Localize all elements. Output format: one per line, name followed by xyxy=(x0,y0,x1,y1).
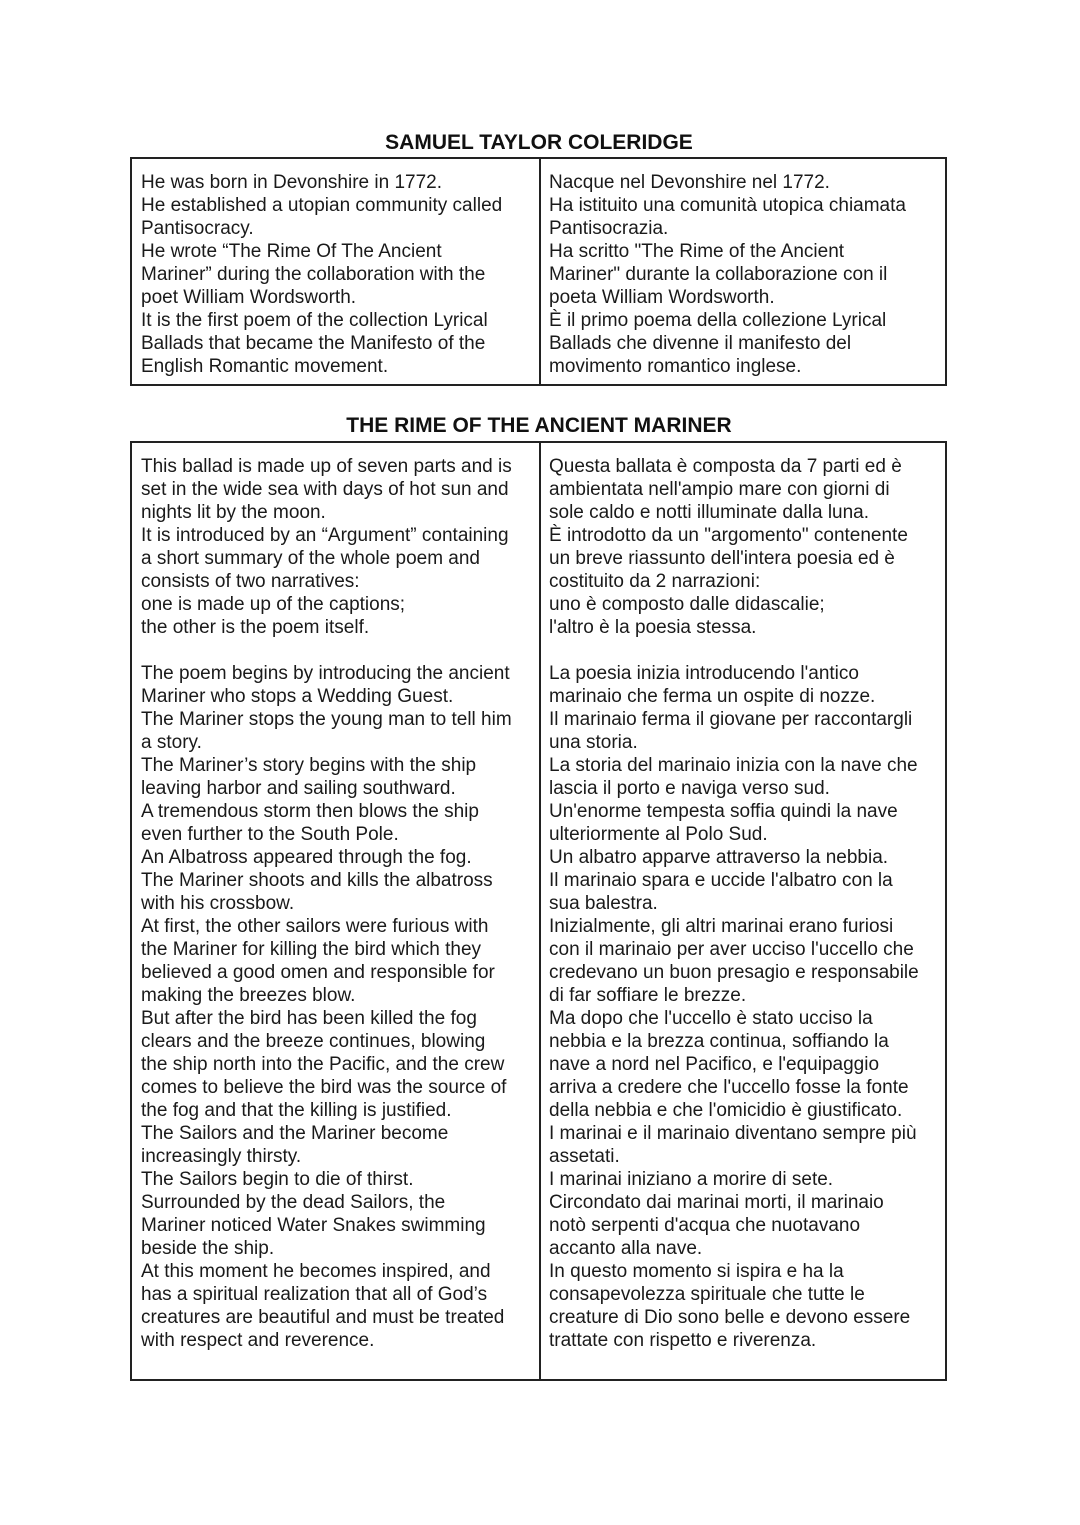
text-line: Surrounded by the dead Sailors, the xyxy=(141,1192,446,1213)
text-line: La poesia inizia introducendo l'antico xyxy=(549,663,859,684)
english-column xyxy=(132,159,541,384)
text-line: nebbia e la brezza continua, soffiando la xyxy=(549,1031,889,1052)
text-line: nave a nord nel Pacifico, e l'equipaggio xyxy=(549,1054,880,1075)
text-line: has a spiritual realization that all of God’s xyxy=(141,1284,488,1305)
text-line: the other is the poem itself. xyxy=(141,617,370,638)
text-line: con il marinaio per aver ucciso l'uccello che xyxy=(549,939,914,960)
text-line: notò serpenti d'acqua che nuotavano xyxy=(549,1215,861,1236)
text-line: In questo momento si ispira e ha la xyxy=(549,1261,844,1282)
section-title-coleridge: SAMUEL TAYLOR COLERIDGE xyxy=(385,131,693,154)
text-line: costituito da 2 narrazioni: xyxy=(549,571,761,592)
text-line: Il marinaio ferma il giovane per raccontargli xyxy=(549,709,913,730)
text-line: The poem begins by introducing the ancient xyxy=(141,663,510,684)
text-line: La storia del marinaio inizia con la nave che xyxy=(549,755,918,776)
text-line: He was born in Devonshire in 1772. xyxy=(141,172,443,193)
bio-table xyxy=(130,157,947,386)
text-line: The Sailors begin to die of thirst. xyxy=(141,1169,414,1190)
text-line: believed a good omen and responsible for xyxy=(141,962,495,983)
text-line: movimento romantico inglese. xyxy=(549,356,802,377)
text-line: a story. xyxy=(141,732,202,753)
text-line: nights lit by the moon. xyxy=(141,502,326,523)
text-line: Inizialmente, gli altri marinai erano furiosi xyxy=(549,916,894,937)
text-line: lascia il porto e naviga verso sud. xyxy=(549,778,830,799)
text-line: set in the wide sea with days of hot sun and xyxy=(141,479,509,500)
text-line: creature di Dio sono belle e devono essere xyxy=(549,1307,911,1328)
text-line: È introdotto da un "argomento" contenente xyxy=(549,525,908,546)
text-line: Pantisocrazia. xyxy=(549,218,669,239)
text-line: Ballads che divenne il manifesto del xyxy=(549,333,852,354)
text-line: marinaio che ferma un ospite di nozze. xyxy=(549,686,876,707)
text-line: credevano un buon presagio e responsabile xyxy=(549,962,919,983)
text-line: arriva a credere che l'uccello fosse la fonte xyxy=(549,1077,909,1098)
text-line: English Romantic movement. xyxy=(141,356,389,377)
text-line: beside the ship. xyxy=(141,1238,275,1259)
text-line: the Mariner for killing the bird which they xyxy=(141,939,482,960)
text-line: Un albatro apparve attraverso la nebbia. xyxy=(549,847,889,868)
text-line: An Albatross appeared through the fog. xyxy=(141,847,472,868)
text-line: trattate con rispetto e riverenza. xyxy=(549,1330,817,1351)
summary-table xyxy=(130,441,947,1381)
paragraph-gap xyxy=(141,639,531,662)
text-line: It is the first poem of the collection Lyrical xyxy=(141,310,488,331)
text-line: The Sailors and the Mariner become xyxy=(141,1123,449,1144)
text-line: comes to believe the bird was the source of xyxy=(141,1077,507,1098)
text-line: This ballad is made up of seven parts and is xyxy=(141,456,512,477)
text-line: one is made up of the captions; xyxy=(141,594,406,615)
text-line: even further to the South Pole. xyxy=(141,824,399,845)
text-line: Mariner noticed Water Snakes swimming xyxy=(141,1215,486,1236)
text-line: The Mariner shoots and kills the albatross xyxy=(141,870,493,891)
text-line: l'altro è la poesia stessa. xyxy=(549,617,757,638)
text-line: consapevolezza spirituale che tutte le xyxy=(549,1284,865,1305)
text-line: Ma dopo che l'uccello è stato ucciso la xyxy=(549,1008,873,1029)
text-line: Un'enorme tempesta soffia quindi la nave xyxy=(549,801,898,822)
text-line: della nebbia e che l'omicidio è giustificato. xyxy=(549,1100,903,1121)
text-line: sua balestra. xyxy=(549,893,658,914)
text-line: The Mariner stops the young man to tell him xyxy=(141,709,512,730)
text-line: consists of two narratives: xyxy=(141,571,360,592)
text-line: the fog and that the killing is justified. xyxy=(141,1100,452,1121)
text-line: making the breezes blow. xyxy=(141,985,356,1006)
italian-column xyxy=(541,443,945,1379)
text-line: assetati. xyxy=(549,1146,620,1167)
text-line: the ship north into the Pacific, and the crew xyxy=(141,1054,505,1075)
text-line: di far soffiare le brezze. xyxy=(549,985,747,1006)
text-line: with his crossbow. xyxy=(141,893,295,914)
text-line: a short summary of the whole poem and xyxy=(141,548,481,569)
text-line: A tremendous storm then blows the ship xyxy=(141,801,479,822)
text-line: Questa ballata è composta da 7 parti ed è xyxy=(549,456,902,477)
text-line: accanto alla nave. xyxy=(549,1238,703,1259)
italian-column xyxy=(541,159,945,384)
text-line: increasingly thirsty. xyxy=(141,1146,302,1167)
text-line: Mariner” during the collaboration with the xyxy=(141,264,486,285)
text-line: He established a utopian community called xyxy=(141,195,503,216)
text-line: ambientata nell'ampio mare con giorni di xyxy=(549,479,890,500)
paragraph-gap xyxy=(549,639,939,662)
english-column xyxy=(132,443,541,1379)
text-line: clears and the breeze continues, blowing xyxy=(141,1031,486,1052)
text-line: poet William Wordsworth. xyxy=(141,287,357,308)
text-line: leaving harbor and sailing southward. xyxy=(141,778,456,799)
text-line: The Mariner’s story begins with the ship xyxy=(141,755,477,776)
text-line: But after the bird has been killed the fog xyxy=(141,1008,477,1029)
text-line: Ha istituito una comunità utopica chiamata xyxy=(549,195,906,216)
text-line: Pantisocracy. xyxy=(141,218,254,239)
text-line: It is introduced by an “Argument” containing xyxy=(141,525,509,546)
text-line: At first, the other sailors were furious with xyxy=(141,916,489,937)
text-line: At this moment he becomes inspired, and xyxy=(141,1261,491,1282)
text-line: poeta William Wordsworth. xyxy=(549,287,775,308)
text-line: ulteriormente al Polo Sud. xyxy=(549,824,768,845)
text-line: una storia. xyxy=(549,732,638,753)
text-line: He wrote “The Rime Of The Ancient xyxy=(141,241,442,262)
text-line: I marinai iniziano a morire di sete. xyxy=(549,1169,834,1190)
text-line: Mariner" durante la collaborazione con il xyxy=(549,264,888,285)
text-line: Ha scritto "The Rime of the Ancient xyxy=(549,241,845,262)
text-line: creatures are beautiful and must be treated xyxy=(141,1307,505,1328)
text-line: sole caldo e notti illuminate dalla luna. xyxy=(549,502,870,523)
text-line: Ballads that became the Manifesto of the xyxy=(141,333,486,354)
section-title-rime: THE RIME OF THE ANCIENT MARINER xyxy=(346,414,732,437)
text-line: with respect and reverence. xyxy=(141,1330,375,1351)
text-line: Nacque nel Devonshire nel 1772. xyxy=(549,172,830,193)
text-line: I marinai e il marinaio diventano sempre più xyxy=(549,1123,917,1144)
text-line: uno è composto dalle didascalie; xyxy=(549,594,825,615)
text-line: È il primo poema della collezione Lyrical xyxy=(549,310,887,331)
text-line: Mariner who stops a Wedding Guest. xyxy=(141,686,454,707)
text-line: Il marinaio spara e uccide l'albatro con la xyxy=(549,870,893,891)
text-line: un breve riassunto dell'intera poesia ed è xyxy=(549,548,895,569)
text-line: Circondato dai marinai morti, il marinaio xyxy=(549,1192,884,1213)
